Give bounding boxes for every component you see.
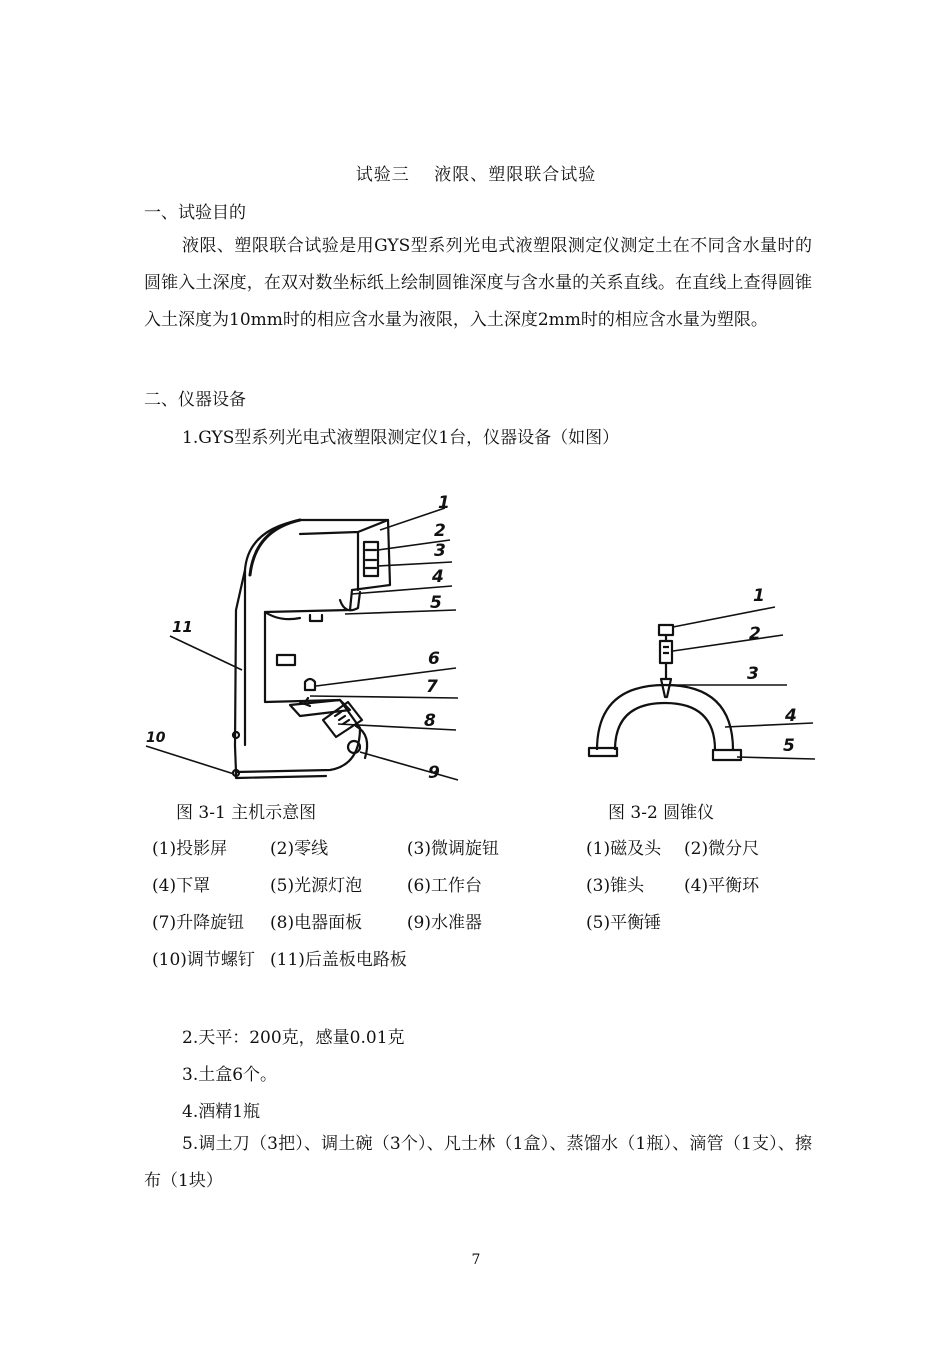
equipment-item-4: 4.酒精1瓶 [182,1102,261,1122]
legend-item: (4)平衡环 [684,876,760,896]
legend-item: (5)平衡锤 [586,913,662,933]
section-heading-equipment: 二、仪器设备 [144,390,246,410]
page-title: 试验三 液限、塑限联合试验 [355,165,597,185]
equipment-item-1: 1.GYS型系列光电式液塑限测定仪1台，仪器设备（如图） [182,428,620,448]
fig1-label-1: 1 [438,493,450,513]
fig1-label-8: 8 [424,711,436,731]
legend-item [407,939,499,976]
fig1-label-7: 7 [426,677,438,697]
legend-item [684,902,759,939]
legend-item: (5)光源灯泡 [270,876,363,896]
figure1-caption: 图 3-1 主机示意图 [176,803,317,823]
figure1-legend [152,828,499,976]
legend-item: (1)磁及头 [586,839,662,859]
page-number: 7 [471,1252,481,1268]
legend-item: (2)零线 [270,839,329,859]
fig1-label-3: 3 [434,541,446,561]
fig2-label-1: 1 [753,586,765,606]
legend-item: (11)后盖板电路板 [270,950,407,970]
section-heading-purpose: 一、试验目的 [144,203,246,223]
legend-item: (3)微调旋钮 [406,839,499,859]
fig1-label-4: 4 [432,567,444,587]
legend-item: (2)微分尺 [684,839,760,859]
equipment-item-5: 5.调土刀（3把）、调土碗（3个）、凡士林（1盒）、蒸馏水（1瓶）、滴管（1支）、擦布（1块） [144,1134,812,1191]
fig1-label-9: 9 [428,763,440,783]
main-unit-diagram [140,490,470,790]
equipment-item-3: 3.土盒6个。 [182,1065,278,1085]
legend-item: (6)工作台 [406,876,482,896]
fig2-label-2: 2 [749,624,761,644]
purpose-paragraph: 液限、塑限联合试验是用GYS型系列光电式液塑限测定仪测定土在不同含水量时的圆锥入土深度，在双对数坐标纸上绘制圆锥深度与含水量的关系直线。在直线上查得圆锥入土深度为10mm时的相应含水量为液限，入土深度2mm时的相应含水量为塑限。 [144,236,812,330]
legend-item: (4)下罩 [152,876,211,896]
fig2-label-3: 3 [747,664,759,684]
figure2-caption: 图 3-2 圆锥仪 [608,803,715,823]
legend-item: (7)升降旋钮 [152,913,245,933]
equipment-item-2: 2.天平：200克，感量0.01克 [182,1028,405,1048]
fig1-label-10: 10 [146,730,166,746]
fig1-label-11: 11 [172,618,193,636]
figure2-legend [586,828,759,939]
cone-instrument-diagram [575,585,820,770]
legend-item: (10)调节螺钉 [152,950,255,970]
legend-item: (1)投影屏 [152,839,228,859]
fig1-label-5: 5 [430,593,442,613]
fig1-label-2: 2 [434,521,446,541]
legend-item: (9)水准器 [406,913,482,933]
fig2-label-4: 4 [785,706,797,726]
fig2-label-5: 5 [783,736,795,756]
fig1-label-6: 6 [428,649,440,669]
legend-item: (8)电器面板 [270,913,363,933]
legend-item: (3)锥头 [586,876,645,896]
